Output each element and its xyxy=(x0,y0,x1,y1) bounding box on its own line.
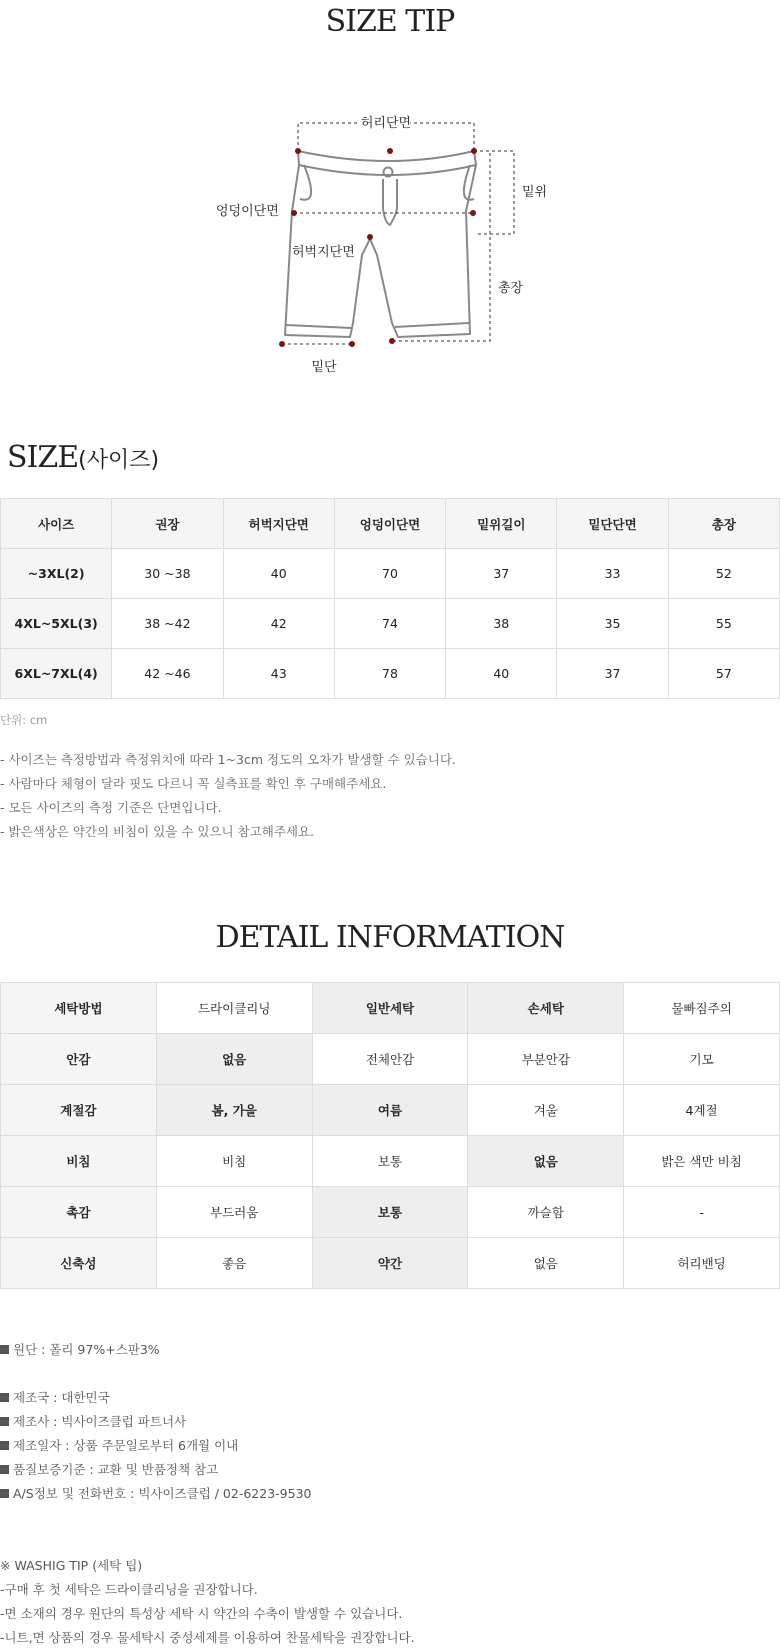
size-cell: 42 ~46 xyxy=(112,649,223,699)
detail-cell: 약간 xyxy=(312,1238,468,1289)
square-bullet-icon xyxy=(0,1393,9,1402)
info-line xyxy=(0,1482,312,1506)
size-notes xyxy=(0,748,456,844)
info-text: 제조국 : 대한민국 xyxy=(13,1390,110,1405)
fabric-info xyxy=(0,1338,160,1362)
shorts-measurement-diagram xyxy=(216,105,548,385)
label-hem: 밑단 xyxy=(311,360,337,375)
square-bullet-icon xyxy=(0,1441,9,1450)
note-line: - 밝은색상은 약간의 비침이 있을 수 있으니 참고해주세요. xyxy=(0,824,315,839)
size-col-header: 총장 xyxy=(668,499,779,549)
table-row xyxy=(1,549,780,599)
square-bullet-icon xyxy=(0,1489,9,1498)
size-cell: 35 xyxy=(557,599,668,649)
detail-cell: 까슬함 xyxy=(468,1187,624,1238)
table-row xyxy=(1,1187,780,1238)
detail-cell: 없음 xyxy=(468,1238,624,1289)
size-cell: 55 xyxy=(668,599,779,649)
size-cell: 38 ~42 xyxy=(112,599,223,649)
info-text: A/S정보 및 전화번호 : 빅사이즈클럽 / 02-6223-9530 xyxy=(13,1486,312,1501)
detail-table xyxy=(0,982,780,1289)
note-line: - 사람마다 체형이 달라 핏도 다르니 꼭 실측표를 확인 후 구매해주세요. xyxy=(0,776,387,791)
detail-cell: 기모 xyxy=(624,1034,780,1085)
detail-cell: 없음 xyxy=(468,1136,624,1187)
info-text: 제조사 : 빅사이즈클럽 파트너사 xyxy=(13,1414,187,1429)
size-cell: 40 xyxy=(223,549,334,599)
size-cell: 33 xyxy=(557,549,668,599)
size-col-header: 밑위길이 xyxy=(446,499,557,549)
label-hip: 엉덩이단면 xyxy=(216,204,279,219)
detail-row-head: 계절감 xyxy=(1,1085,157,1136)
size-heading-main: SIZE xyxy=(7,440,79,475)
washing-line: -니트,면 상품의 경우 물세탁시 중성세제를 이용하여 찬물세탁을 권장합니다. xyxy=(0,1630,415,1645)
detail-cell: 봄, 가을 xyxy=(156,1085,312,1136)
washing-line: -구매 후 첫 세탁은 드라이클리닝을 권장합니다. xyxy=(0,1582,258,1597)
detail-cell: 비침 xyxy=(156,1136,312,1187)
table-row xyxy=(1,1034,780,1085)
fabric-text: 원단 : 폴리 97%+스판3% xyxy=(13,1342,160,1357)
size-cell: 52 xyxy=(668,549,779,599)
info-text: 제조일자 : 상품 주문일로부터 6개월 이내 xyxy=(13,1438,239,1453)
washing-line: -면 소재의 경우 원단의 특성상 세탁 시 약간의 수축이 발생할 수 있습니다. xyxy=(0,1606,403,1621)
size-col-header: 사이즈 xyxy=(1,499,112,549)
label-thigh: 허벅지단면 xyxy=(292,245,355,260)
size-cell: 30 ~38 xyxy=(112,549,223,599)
size-col-header: 권장 xyxy=(112,499,223,549)
size-heading-sub: (사이즈) xyxy=(78,448,160,473)
washing-tip xyxy=(0,1554,415,1650)
label-rise: 밑위 xyxy=(522,185,548,200)
detail-row-head: 안감 xyxy=(1,1034,157,1085)
table-row xyxy=(1,1136,780,1187)
size-heading xyxy=(7,440,159,475)
size-cell: 4XL~5XL(3) xyxy=(1,599,112,649)
detail-cell: 좋음 xyxy=(156,1238,312,1289)
square-bullet-icon xyxy=(0,1417,9,1426)
size-cell: 6XL~7XL(4) xyxy=(1,649,112,699)
size-col-header: 엉덩이단면 xyxy=(334,499,445,549)
info-line xyxy=(0,1386,312,1410)
size-cell: 70 xyxy=(334,549,445,599)
detail-cell: - xyxy=(624,1187,780,1238)
size-table-header-row xyxy=(1,499,780,549)
label-waist: 허리단면 xyxy=(360,116,412,131)
square-bullet-icon xyxy=(0,1345,9,1354)
info-line xyxy=(0,1434,312,1458)
detail-cell: 허리밴딩 xyxy=(624,1238,780,1289)
size-col-header: 밑단단면 xyxy=(557,499,668,549)
square-bullet-icon xyxy=(0,1465,9,1474)
size-cell: 40 xyxy=(446,649,557,699)
detail-cell: 부분안감 xyxy=(468,1034,624,1085)
size-cell: 42 xyxy=(223,599,334,649)
table-row xyxy=(1,649,780,699)
size-cell: 57 xyxy=(668,649,779,699)
note-line: - 사이즈는 측정방법과 측정위치에 따라 1~3cm 정도의 오차가 발생할 수 있습니다. xyxy=(0,752,456,767)
table-row xyxy=(1,1238,780,1289)
detail-cell: 부드러움 xyxy=(156,1187,312,1238)
detail-row-head: 촉감 xyxy=(1,1187,157,1238)
product-info xyxy=(0,1386,312,1506)
size-cell: 74 xyxy=(334,599,445,649)
detail-cell: 물빠짐주의 xyxy=(624,983,780,1034)
detail-cell: 전체안감 xyxy=(312,1034,468,1085)
detail-row-head: 신축성 xyxy=(1,1238,157,1289)
size-cell: 78 xyxy=(334,649,445,699)
size-cell: 37 xyxy=(557,649,668,699)
unit-note: 단위: cm xyxy=(0,713,48,727)
label-length: 총장 xyxy=(498,281,524,296)
size-cell: ~3XL(2) xyxy=(1,549,112,599)
detail-row-head: 비침 xyxy=(1,1136,157,1187)
size-cell: 43 xyxy=(223,649,334,699)
size-col-header: 허벅지단면 xyxy=(223,499,334,549)
fabric-line xyxy=(0,1338,160,1362)
note-line: - 모든 사이즈의 측정 기준은 단면입니다. xyxy=(0,800,222,815)
size-tip-title: SIZE TIP xyxy=(325,4,455,39)
info-line xyxy=(0,1410,312,1434)
detail-cell: 일반세탁 xyxy=(312,983,468,1034)
detail-cell: 드라이클리닝 xyxy=(156,983,312,1034)
size-cell: 37 xyxy=(446,549,557,599)
info-text: 품질보증기준 : 교환 및 반품정책 참고 xyxy=(13,1462,219,1477)
detail-cell: 보통 xyxy=(312,1136,468,1187)
detail-cell: 없음 xyxy=(156,1034,312,1085)
detail-cell: 여름 xyxy=(312,1085,468,1136)
detail-cell: 4계절 xyxy=(624,1085,780,1136)
detail-cell: 손세탁 xyxy=(468,983,624,1034)
table-row xyxy=(1,599,780,649)
detail-cell: 밝은 색만 비침 xyxy=(624,1136,780,1187)
size-cell: 38 xyxy=(446,599,557,649)
table-row xyxy=(1,1085,780,1136)
detail-cell: 보통 xyxy=(312,1187,468,1238)
detail-row-head: 세탁방법 xyxy=(1,983,157,1034)
detail-information-title: DETAIL INFORMATION xyxy=(215,920,565,955)
size-table xyxy=(0,498,780,699)
washing-line: ※ WASHIG TIP (세탁 팁) xyxy=(0,1558,143,1573)
info-line xyxy=(0,1458,312,1482)
table-row xyxy=(1,983,780,1034)
detail-cell: 겨울 xyxy=(468,1085,624,1136)
